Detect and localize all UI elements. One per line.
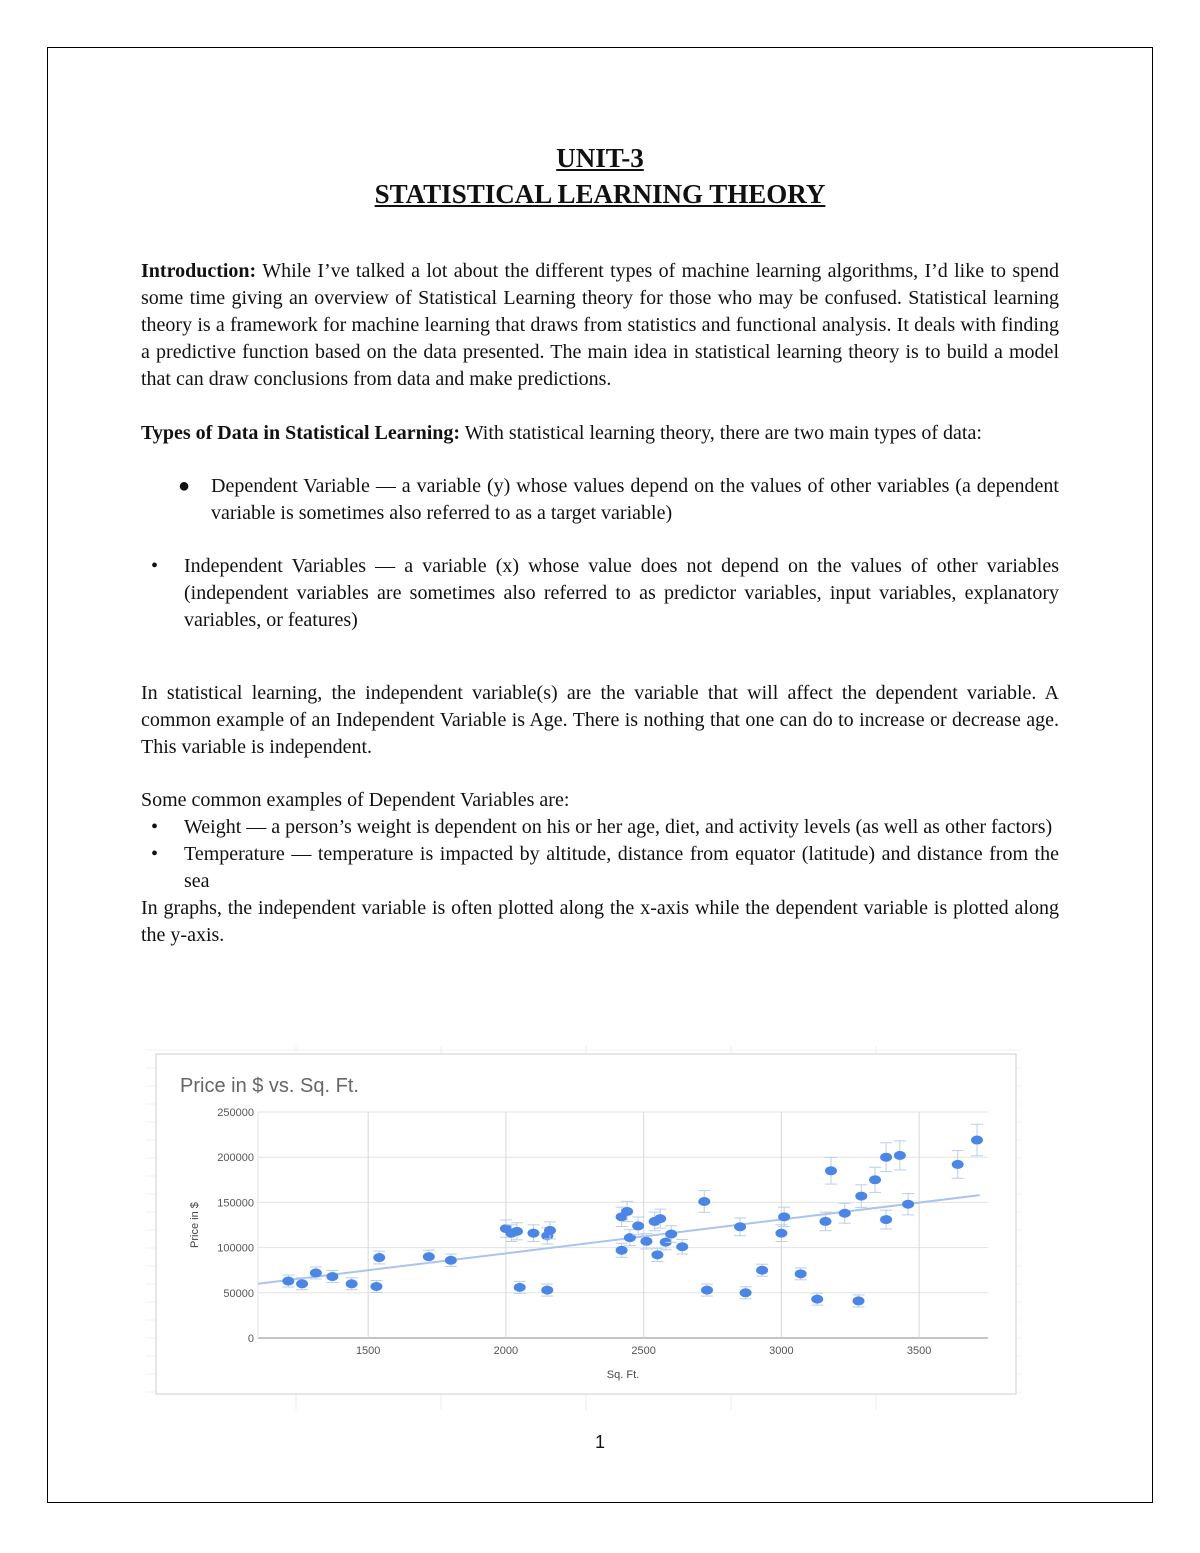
types-paragraph xyxy=(141,420,1059,447)
data-types-list-2 xyxy=(141,553,1059,634)
point-marker xyxy=(952,1160,964,1169)
bullet-icon: • xyxy=(151,843,159,865)
point-marker xyxy=(445,1256,457,1265)
point-marker xyxy=(514,1283,526,1292)
examples-intro: Some common examples of Dependent Variables are: xyxy=(141,789,570,811)
scatter-chart xyxy=(146,1046,1022,1410)
unit-title: UNIT-3 xyxy=(556,143,644,173)
point-marker xyxy=(541,1286,553,1295)
point-marker xyxy=(310,1268,322,1277)
point-marker xyxy=(740,1288,752,1297)
point-marker xyxy=(527,1229,539,1238)
point-marker xyxy=(734,1222,746,1231)
point-marker xyxy=(795,1269,807,1278)
point-marker xyxy=(370,1282,382,1291)
document-body xyxy=(141,140,1059,949)
types-label: Types of Data in Statistical Learning: xyxy=(141,422,461,444)
y-tick-label: 200000 xyxy=(217,1152,254,1165)
y-tick-label: 100000 xyxy=(217,1242,254,1255)
bullet-icon: • xyxy=(151,555,159,577)
point-marker xyxy=(632,1221,644,1230)
y-tick-label: 0 xyxy=(247,1333,254,1345)
point-marker xyxy=(853,1296,865,1305)
bullet-icon: ● xyxy=(178,475,191,497)
point-marker xyxy=(902,1200,914,1209)
point-marker xyxy=(665,1230,677,1239)
bullet-icon: • xyxy=(151,816,159,838)
chart-svg xyxy=(146,1046,1022,1410)
point-marker xyxy=(971,1136,983,1145)
point-marker xyxy=(676,1242,688,1251)
point-marker xyxy=(819,1217,831,1226)
intro-paragraph xyxy=(141,258,1059,393)
chart-title: Price in $ vs. Sq. Ft. xyxy=(180,1075,359,1097)
point-marker xyxy=(880,1153,892,1162)
point-marker xyxy=(651,1250,663,1259)
point-marker xyxy=(423,1252,435,1261)
types-text: With statistical learning theory, there are two main types of data: xyxy=(460,422,982,444)
y-tick-label: 150000 xyxy=(217,1197,254,1210)
point-marker xyxy=(282,1277,294,1286)
point-marker xyxy=(296,1279,308,1288)
x-axis-label: Sq. Ft. xyxy=(606,1369,640,1381)
point-marker xyxy=(811,1295,823,1304)
point-marker xyxy=(616,1246,628,1255)
list-item xyxy=(151,841,1059,895)
list-item-text: Temperature — temperature is impacted by altitude, distance from equator (latitude) and distance from the sea xyxy=(184,843,1059,892)
list-item xyxy=(178,473,1059,527)
point-marker xyxy=(894,1151,906,1160)
point-marker xyxy=(654,1214,666,1223)
point-marker xyxy=(511,1227,523,1236)
page-title: STATISTICAL LEARNING THEORY xyxy=(374,179,826,209)
list-item-text: Dependent Variable — a variable (y) whose values depend on the values of other variables (a dependent variable is sometimes also referred to as a target variable) xyxy=(211,475,1059,524)
point-marker xyxy=(778,1212,790,1221)
independent-paragraph: In statistical learning, the independent variable(s) are the variable that will affect the dependent variable. A common example of an Independent Variable is Age. There is nothing that one can do to increase or decrease age. This variable is independent. xyxy=(141,682,1059,758)
y-tick-label: 250000 xyxy=(217,1107,254,1119)
point-marker xyxy=(855,1192,867,1201)
point-marker xyxy=(880,1215,892,1224)
x-tick-label: 2500 xyxy=(631,1345,656,1357)
point-marker xyxy=(346,1279,358,1288)
point-marker xyxy=(775,1229,787,1238)
point-marker xyxy=(825,1166,837,1175)
point-marker xyxy=(756,1266,768,1275)
point-marker xyxy=(640,1237,652,1246)
point-marker xyxy=(839,1209,851,1218)
graphs-paragraph: In graphs, the independent variable is often plotted along the x-axis while the dependent variable is plotted along the y-axis. xyxy=(141,897,1059,946)
point-marker xyxy=(698,1197,710,1206)
intro-label: Introduction: xyxy=(141,260,257,282)
point-marker xyxy=(869,1175,881,1184)
list-item-text: Independent Variables — a variable (x) whose value does not depend on the values of other variables (independent variables are sometimes also referred to as predictor variables, input variables, explanatory variables, or features) xyxy=(184,555,1059,631)
intro-text: While I’ve talked a lot about the different types of machine learning algorithms, I’d like to spend some time giving an overview of Statistical Learning theory for those who may be confused. Statistical learning theory is a framework for machine learning that draws from statistics and functional analysis. It deals with finding a predictive function based on the data presented. The main idea in statistical learning theory is to build a model that can draw conclusions from data and make predictions. xyxy=(141,260,1059,390)
point-marker xyxy=(326,1272,338,1281)
data-types-list xyxy=(141,473,1059,527)
x-tick-label: 3500 xyxy=(906,1345,932,1357)
point-marker xyxy=(544,1226,556,1235)
list-item xyxy=(151,814,1059,841)
x-tick-label: 2000 xyxy=(493,1345,519,1357)
x-tick-label: 3000 xyxy=(769,1345,794,1357)
y-tick-label: 50000 xyxy=(223,1287,254,1300)
y-axis-label: Price in $ xyxy=(189,1202,201,1248)
list-item xyxy=(151,553,1059,634)
list-item-text: Weight — a person’s weight is dependent on his or her age, diet, and activity levels (as well as other factors) xyxy=(184,816,1053,838)
examples-list xyxy=(141,814,1059,895)
point-marker xyxy=(621,1207,633,1216)
x-tick-label: 1500 xyxy=(355,1345,381,1357)
point-marker xyxy=(373,1253,385,1262)
page-number: 1 xyxy=(594,1432,605,1452)
point-marker xyxy=(701,1286,713,1295)
